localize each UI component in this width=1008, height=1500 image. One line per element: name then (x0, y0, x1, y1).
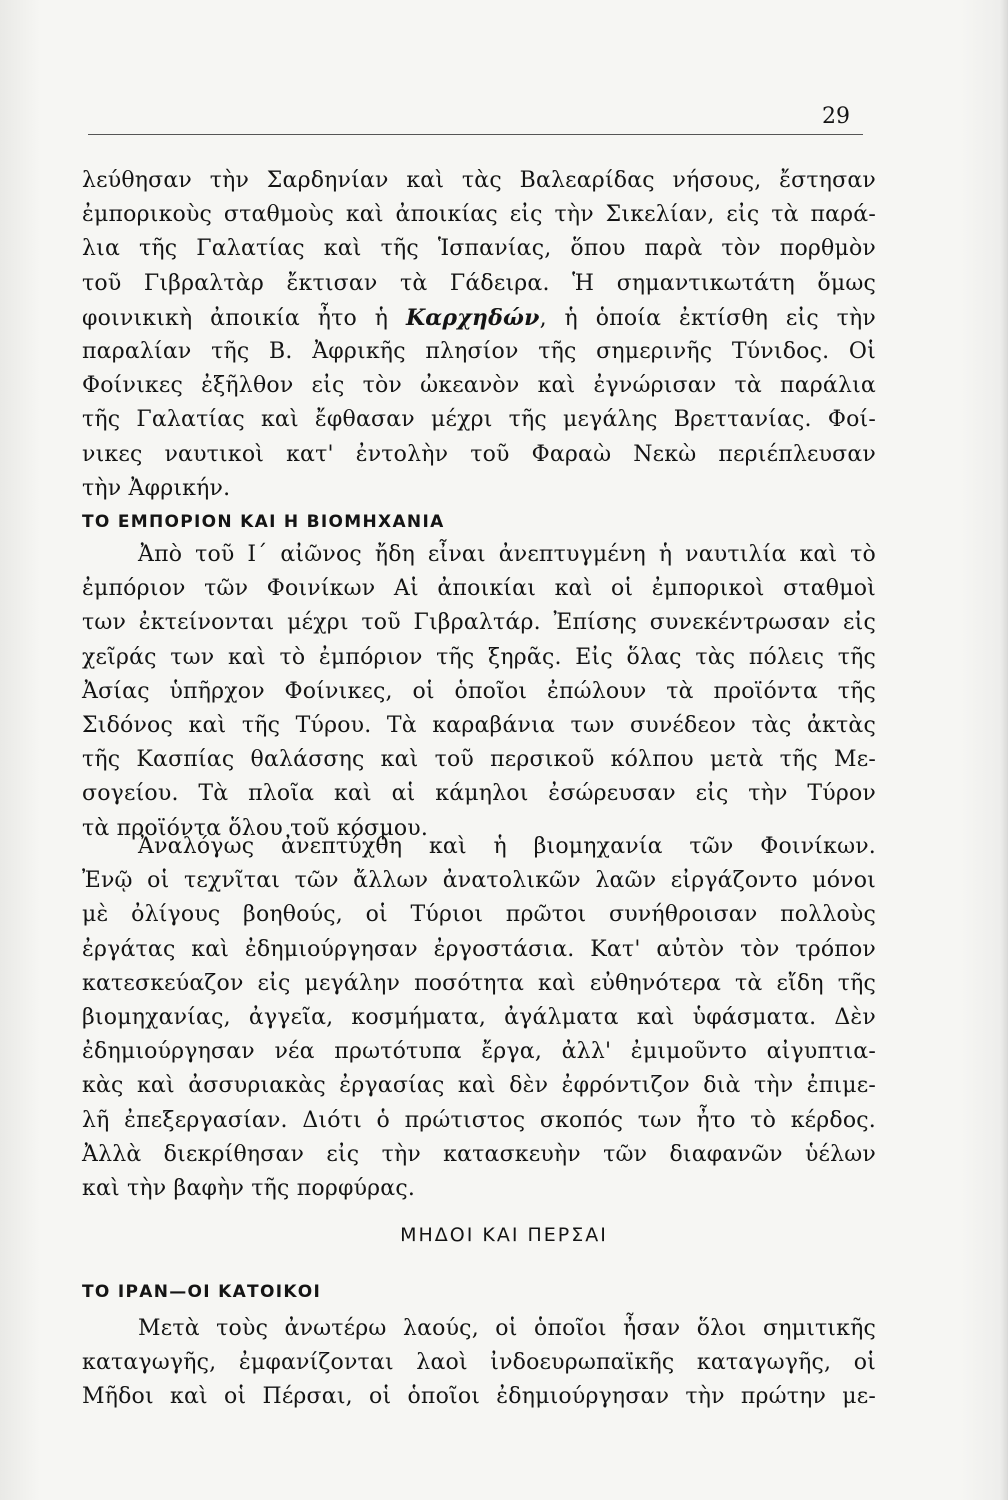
text-line: τῆς Κασπίας θαλάσσης καὶ τοῦ περσικοῦ κόλπου μετὰ τῆς Με- (82, 747, 876, 773)
text-line: τοῦ Γιβραλτὰρ ἔκτισαν τὰ Γάδειρα. Ἡ σημαντικωτάτη ὅμως (82, 270, 876, 296)
chapter-title-medes-persians: ΜΗΔΟΙ ΚΑΙ ΠΕΡΣΑΙ (400, 1224, 608, 1246)
text-line: Ἀπὸ τοῦ Ι΄ αἰῶνος ἤδη εἶναι ἀνεπτυγμένη ἡ ναυτιλία καὶ τὸ (138, 542, 876, 567)
text-line: λῆ ἐπεξεργασίαν. Διότι ὁ πρώτιστος σκοπός των ἦτο τὸ κέρδος. (82, 1107, 876, 1133)
text-line: κὰς καὶ ἀσσυριακὰς ἐργασίας καὶ δὲν ἐφρόντιζον διὰ τὴν ἐπιμε- (82, 1073, 876, 1099)
page-edge-shadow (1000, 0, 1008, 1500)
paragraph-commerce (82, 538, 876, 846)
text-fragment: , ἡ ὁποία ἐκτίσθη εἰς τὴν (539, 305, 876, 331)
text-line: λεύθησαν τὴν Σαρδηνίαν καὶ τὰς Βαλεαρίδας νήσους, ἔστησαν (82, 168, 876, 193)
text-line: Ἀσίας ὑπῆρχον Φοίνικες, οἱ ὁποῖοι ἐπώλουν τὰ προϊόντα τῆς (82, 678, 876, 704)
text-line: κατεσκεύαζον εἰς μεγάλην ποσότητα καὶ εὐθηνότερα τὰ εἴδη τῆς (82, 970, 876, 996)
header-rule (88, 134, 863, 135)
text-line: Μῆδοι καὶ οἱ Πέρσαι, οἱ ὁποῖοι ἐδημιούργησαν τὴν πρώτην με- (82, 1384, 876, 1410)
text-fragment: φοινικικὴ ἀποικία ἦτο ἡ (82, 305, 406, 331)
text-line: Ἀναλόγως ἀνεπτύχθη καὶ ἡ βιομηχανία τῶν Φοινίκων. (138, 834, 876, 859)
text-line: Μετὰ τοὺς ἀνωτέρω λαούς, οἱ ὁποῖοι ἦσαν ὅλοι σημιτικῆς (138, 1316, 876, 1341)
text-line: σογείου. Τὰ πλοῖα καὶ αἱ κάμηλοι ἐσώρευσαν εἰς τὴν Τύρον (82, 781, 876, 807)
text-line: παραλίαν τῆς Β. Ἀφρικῆς πλησίον τῆς σημερινῆς Τύνιδος. Οἱ (82, 338, 876, 364)
text-line: ἐδημιούργησαν νέα πρωτότυπα ἔργα, ἀλλ' ἐμιμοῦντο αἰγυπτια- (82, 1039, 876, 1065)
page-number: 29 (822, 104, 850, 129)
text-line: μὲ ὀλίγους βοηθούς, οἱ Τύριοι πρῶτοι συνήθροισαν πολλοὺς (82, 902, 876, 928)
text-line: Ἀλλὰ διεκρίθησαν εἰς τὴν κατασκευὴν τῶν διαφανῶν ὑέλων (82, 1141, 876, 1167)
text-line: καταγωγῆς, ἐμφανίζονται λαοὶ ἰνδοευρωπαϊκῆς καταγωγῆς, οἱ (82, 1350, 876, 1376)
text-line: των ἐκτείνονται μέχρι τοῦ Γιβραλτάρ. Ἐπίσης συνεκέντρωσαν εἰς (82, 610, 876, 636)
text-line: καὶ τὴν βαφὴν τῆς πορφύρας. (82, 1175, 416, 1201)
text-line: νικες ναυτικοὶ κατ' ἐντολὴν τοῦ Φαραὼ Νεκὼ περιέπλευσαν (82, 441, 876, 467)
paragraph-industry (82, 830, 876, 1206)
text-line: ἐμπόριον τῶν Φοινίκων Αἱ ἀποικίαι καὶ οἱ ἐμπορικοὶ σταθμοὶ (82, 576, 876, 602)
text-line: Σιδόνος καὶ τῆς Τύρου. Τὰ καραβάνια των συνέδεον τὰς ἀκτὰς (82, 712, 876, 738)
carthage-emphasis: Καρχηδών (405, 304, 540, 331)
text-line: Ἐνῷ οἱ τεχνῖται τῶν ἄλλων ἀνατολικῶν λαῶν εἰργάζοντο μόνοι (82, 868, 876, 894)
text-line: ἐμπορικοὺς σταθμοὺς καὶ ἀποικίας εἰς τὴν Σικελίαν, εἰς τὰ παρά- (82, 202, 876, 228)
text-line: Φοίνικες ἐξῆλθον εἰς τὸν ὠκεανὸν καὶ ἐγνώρισαν τὰ παράλια (82, 373, 876, 399)
section-heading-commerce: ΤΟ ΕΜΠΟΡΙΟΝ ΚΑΙ Η ΒΙΟΜΗΧΑΝΙΑ (82, 512, 445, 532)
paragraph-carthage (82, 164, 876, 506)
text-line: λια τῆς Γαλατίας καὶ τῆς Ἱσπανίας, ὅπου παρὰ τὸν πορθμὸν (82, 236, 876, 262)
text-line-carthage (82, 301, 876, 335)
text-line: ἐργάτας καὶ ἐδημιούργησαν ἐργοστάσια. Κατ' αὐτὸν τὸν τρόπον (82, 936, 876, 962)
text-line: τὰ προϊόντα ὅλου τοῦ κόσμου. (82, 815, 429, 841)
text-line: τὴν Ἀφρικήν. (82, 475, 231, 501)
text-line: χεῖράς των καὶ τὸ ἐμπόριον τῆς ξηρᾶς. Εἰς ὅλας τὰς πόλεις τῆς (82, 644, 876, 670)
paragraph-iran (82, 1312, 876, 1415)
section-heading-iran: ΤΟ ΙΡΑΝ—ΟΙ ΚΑΤΟΙΚΟΙ (82, 1282, 322, 1302)
text-line: τῆς Γαλατίας καὶ ἔφθασαν μέχρι τῆς μεγάλης Βρεττανίας. Φοί- (82, 407, 876, 433)
text-line: βιομηχανίας, ἀγγεῖα, κοσμήματα, ἀγάλματα καὶ ὑφάσματα. Δὲν (82, 1004, 876, 1030)
